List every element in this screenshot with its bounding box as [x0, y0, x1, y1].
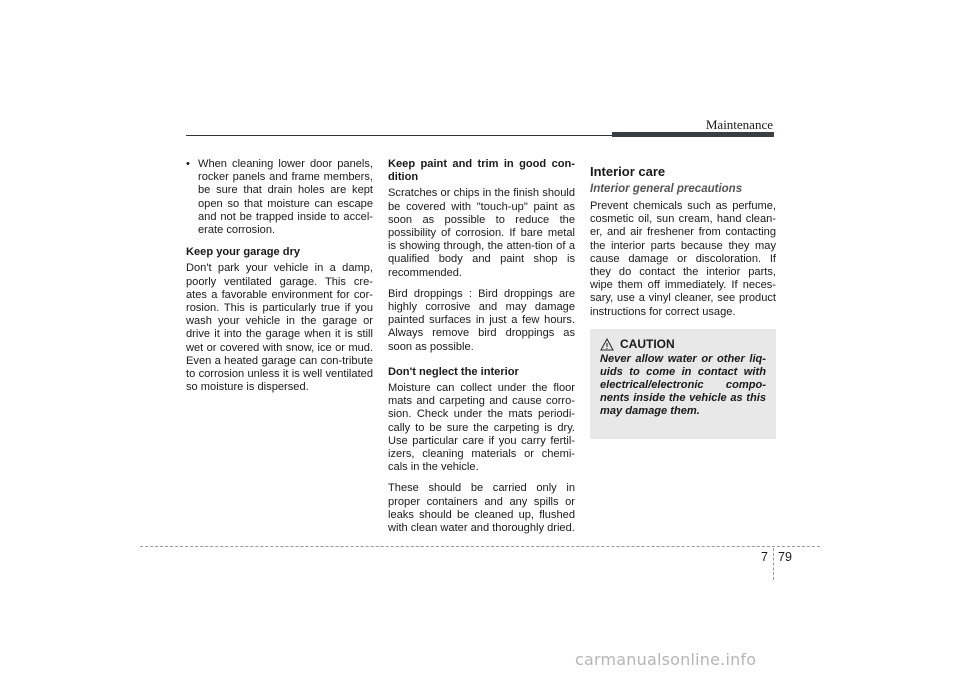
paragraph-bird-droppings: Bird droppings : Bird droppings are highly corrosive and may damage painted surfaces in just a few hours. Always remove bird droppings as soon as possible. — [388, 287, 575, 353]
caution-text: Never allow water or other liq-uids to come in contact with electrical/electronic compo-nents inside the vehicle as this may damage them. — [600, 353, 766, 418]
heading-interior-care: Interior care — [590, 164, 666, 179]
paragraph-moisture: Moisture can collect under the floor mats and carpeting and cause corro-sion. Check under the mats periodi-cally to be sure the carpeting is dry. Use particular care if you carry fertil-izers, cleaning materials or chemi-cals in the vehicle. — [388, 382, 575, 474]
paragraph-paint: Scratches or chips in the finish should be covered with "touch-up" paint as soon as possible to reduce the possibility of corrosion. If bare metal is showing through, the atten-tion of a qualified body and paint shop is recommended. — [388, 187, 575, 279]
heading-interior: Don't neglect the interior — [388, 365, 519, 378]
caution-header — [600, 338, 766, 351]
bullet-icon: • — [186, 158, 190, 170]
caution-box — [590, 329, 776, 439]
paragraph-containers: These should be carried only in proper containers and any spills or leaks should be cleaned up, flushed with clean water and thoroughly dried. — [388, 482, 575, 535]
column-1 — [186, 158, 373, 402]
bullet-text: When cleaning lower door panels, rocker panels and frame members, be sure that drain holes are kept open so that moisture can escape and not be trapped inside to accel-erate corrosion. — [198, 158, 373, 237]
chapter-number: 7 — [761, 550, 768, 564]
column-2 — [388, 158, 575, 543]
warning-triangle-icon — [600, 338, 614, 351]
paragraph-garage: Don't park your vehicle in a damp, poorly ventilated garage. This cre-ates a favorable environment for cor-rosion. This is particularly true if you wash your vehicle in the garage or drive it into the garage when it is still wet or covered with snow, ice or mud. Even a heated garage can con-tribute to corrosion unless it is well ventilated so moisture is dispersed. — [186, 262, 373, 394]
page-number: 79 — [778, 550, 792, 564]
list-item — [186, 158, 373, 237]
column-3 — [590, 158, 776, 439]
caution-title: CAUTION — [620, 336, 675, 351]
heading-paint: Keep paint and trim in good con-dition — [388, 158, 575, 184]
header-accent-bar — [612, 132, 774, 137]
footer-rule — [140, 546, 820, 547]
subheading-precautions: Interior general precautions — [590, 183, 743, 195]
heading-garage: Keep your garage dry — [186, 246, 301, 259]
watermark: carmanualsonline.info — [575, 650, 757, 669]
header-rule — [186, 135, 618, 136]
paragraph-precautions: Prevent chemicals such as perfume, cosmetic oil, sun cream, hand clean-er, and air freshener from contacting the interior parts because they may cause damage or discoloration. If they do contact the interior parts, wipe them off immediately. If neces-sary, use a vinyl cleaner, see product instructions for correct usage. — [590, 200, 776, 318]
section-title: Maintenance — [705, 117, 773, 132]
page-number-divider — [773, 548, 774, 580]
